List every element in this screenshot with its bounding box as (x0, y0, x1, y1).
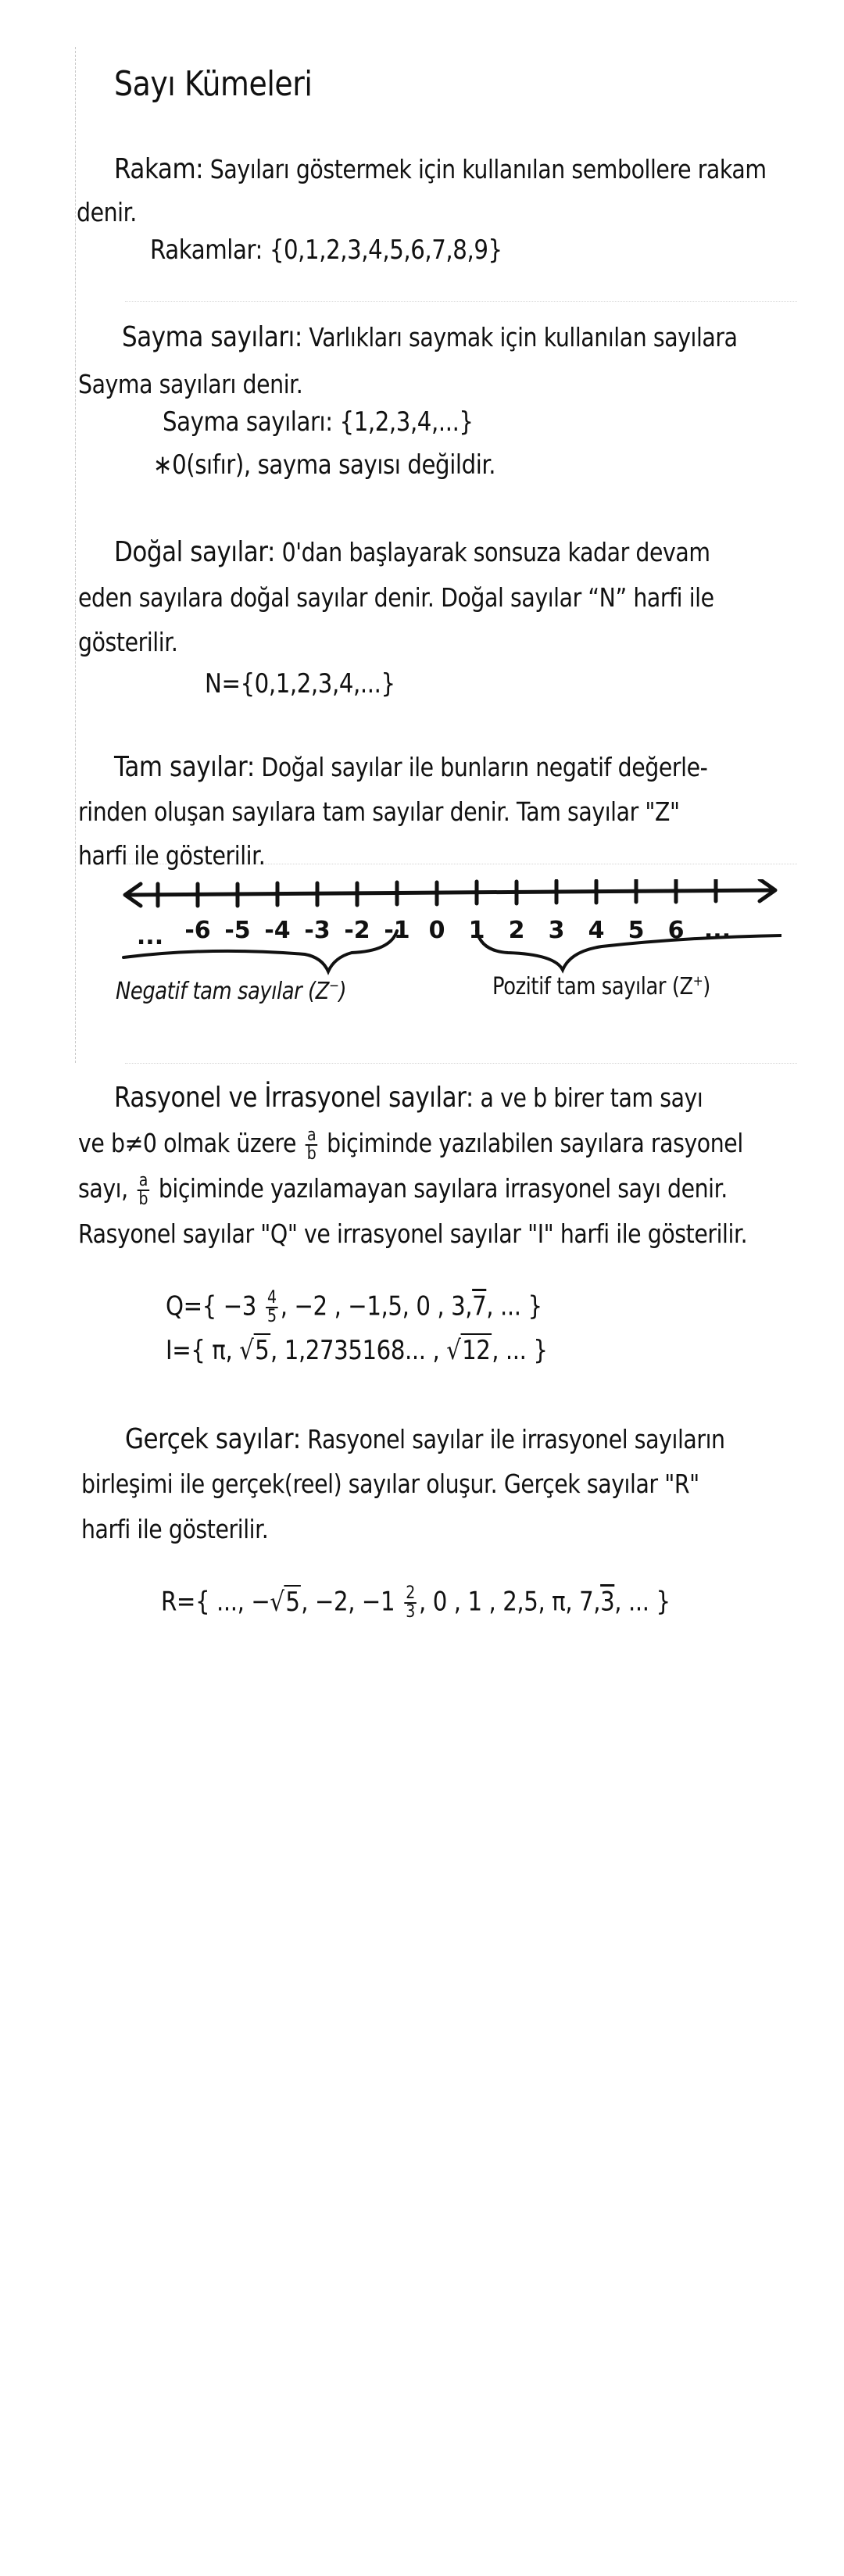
gercek-line-3: harfi ile gösterilir. (81, 1514, 269, 1544)
number-line-label: 1 (468, 917, 485, 944)
number-line-axis (117, 879, 781, 1036)
fraction-four-fifths: $\frac{4}{5}$ (266, 1288, 277, 1326)
number-line-label: -4 (264, 917, 291, 944)
gercek-term: Gerçek sayılar: (125, 1423, 301, 1455)
dogal-line-2: eden sayılara doğal sayılar denir. Doğal sayılar “N” harfi ile (78, 582, 714, 613)
dogal-line-1 (114, 531, 710, 574)
square-root: √12 (446, 1335, 491, 1366)
sayma-term: Sayma sayıları: (122, 321, 302, 353)
margin-line (75, 47, 76, 1063)
dogal-line-3: gösterilir. (78, 627, 178, 657)
positive-integers-label: Pozitif tam sayılar (Z+) (492, 973, 710, 1000)
dogal-term: Doğal sayılar: (114, 536, 276, 568)
square-root: √5 (239, 1335, 270, 1366)
real-set: R={ ..., −√5, −2, −1 $\frac{2}{3}$ , 0 , 1 , 2,5, π, 7,3, ... } (161, 1583, 671, 1622)
sayma-definition: Varlıkları saymak için kullanılan sayılara (309, 322, 738, 352)
rakam-term: Rakam: (114, 153, 204, 185)
negative-integers-label: Negatif tam sayılar (Z−) (116, 978, 347, 1005)
gercek-definition: Rasyonel sayılar ile irrasyonel sayıların (307, 1424, 725, 1454)
number-line-right-dots: ... (703, 917, 731, 944)
gercek-line-1 (125, 1419, 725, 1461)
scan-artifact (125, 301, 797, 302)
number-line-label: 2 (508, 917, 525, 944)
sayma-note: ∗0(sıfır), sayma sayısı değildir. (153, 449, 496, 481)
tam-line-3: harfi ile gösterilir. (78, 840, 266, 871)
number-line-label: -3 (304, 917, 331, 944)
tam-line-1 (114, 746, 707, 789)
dogal-set: N={0,1,2,3,4,...} (205, 668, 395, 699)
number-line-label: 0 (428, 917, 445, 944)
tam-line-2: rinden oluşan sayılara tam sayılar denir. Tam sayılar "Z" (78, 796, 680, 827)
repeating-digit: 3 (600, 1586, 615, 1618)
negative-superscript: − (328, 978, 339, 994)
rakamlar-set (150, 234, 502, 266)
number-line-label: 5 (628, 917, 645, 944)
rakamlar-label: Rakamlar: (150, 234, 263, 266)
number-line-label: 6 (667, 917, 685, 944)
rakam-line-1 (114, 148, 767, 191)
rasyonel-line-1 (114, 1077, 703, 1119)
sayma-line-1 (122, 317, 738, 359)
rasyonel-line-2: ve b≠0 olmak üzere $\frac{a}{b}$ biçiminde yazılabilen sayılara rasyonel (78, 1125, 743, 1164)
number-line-label: -6 (184, 917, 211, 944)
irrational-set: I={ π, √5, 1,2735168... , √12, ... } (166, 1335, 548, 1366)
number-line-left-dots: ... (136, 923, 164, 950)
number-line-label: -2 (344, 917, 370, 944)
tam-term: Tam sayılar: (114, 751, 255, 783)
number-line-label: -1 (384, 917, 410, 944)
tam-definition: Doğal sayılar ile bunların negatif değerle- (261, 752, 708, 782)
repeating-digit: 7 (472, 1290, 487, 1322)
rasyonel-line-4: Rasyonel sayılar "Q" ve irrasyonel sayılar "I" harfi ile gösterilir. (78, 1218, 748, 1249)
rasyonel-definition: a ve b birer tam sayı (480, 1082, 703, 1113)
square-root: √5 (270, 1586, 300, 1618)
sayma-set-value: {1,2,3,4,...} (339, 406, 474, 438)
positive-superscript: + (692, 973, 703, 989)
fraction-a-over-b: $\frac{a}{b}$ (306, 1125, 316, 1164)
rasyonel-term: Rasyonel ve İrrasyonel sayılar: (114, 1082, 474, 1114)
fraction-two-thirds: $\frac{2}{3}$ (406, 1583, 415, 1622)
rakamlar-value: {0,1,2,3,4,5,6,7,8,9} (269, 234, 502, 266)
rational-set: Q={ −3 $\frac{4}{5}$ , −2 , −1,5, 0 , 3,7, ... } (166, 1288, 542, 1326)
sayma-set-label: Sayma sayıları: (163, 406, 333, 438)
rakam-line-2: denir. (77, 197, 137, 227)
scan-artifact (125, 1063, 797, 1064)
integer-number-line (117, 879, 781, 1036)
number-line-label: 3 (548, 917, 565, 944)
number-line-label: 4 (588, 917, 605, 944)
fraction-a-over-b: $\frac{a}{b}$ (138, 1170, 148, 1209)
rakam-definition: Sayıları göstermek için kullanılan sembollere rakam (209, 154, 767, 184)
gercek-line-2: birleşimi ile gerçek(reel) sayılar oluşur. Gerçek sayılar "R" (81, 1469, 699, 1499)
number-line-label: -5 (224, 917, 251, 944)
page-title: Sayı Kümeleri (114, 64, 313, 104)
dogal-definition: 0'dan başlayarak sonsuza kadar devam (281, 537, 710, 567)
rasyonel-line-3: sayı, $\frac{a}{b}$ biçiminde yazılamayan sayılara irrasyonel sayı denir. (78, 1170, 728, 1209)
sayma-line-2: Sayma sayıları denir. (78, 369, 303, 399)
sayma-set (163, 406, 474, 438)
